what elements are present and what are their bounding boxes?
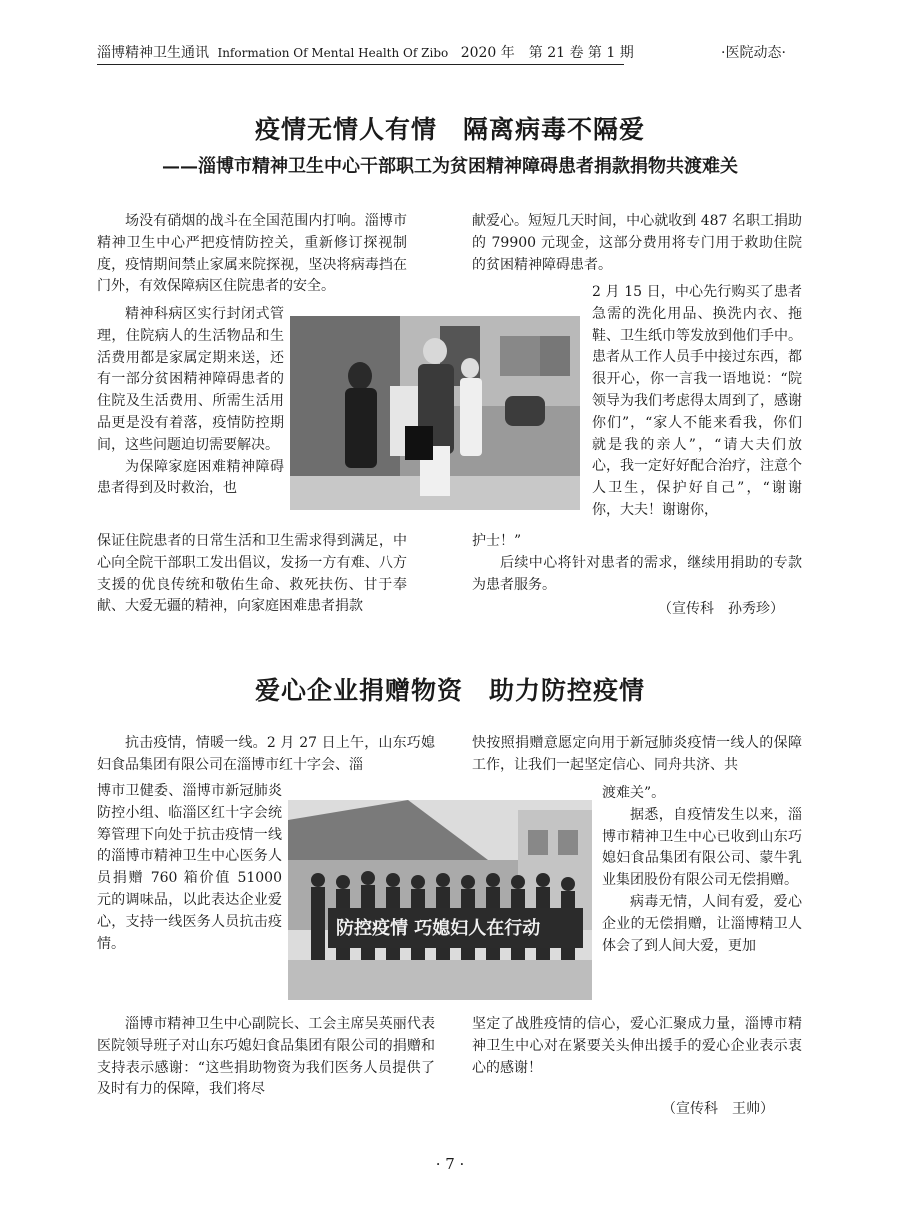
page-number: · 7 · [435,1155,465,1173]
donation-banner-text: 防控疫情 巧媳妇人在行动 [336,918,541,939]
article2-right-column-bottom [472,1014,802,1079]
article1-left-column-top [97,211,407,298]
article2-paragraph: 病毒无情，人间有爱，爱心企业的无偿捐赠，让淄博精卫人体会了到人间大爱，更加 [602,893,802,954]
article1-paragraph: 保证住院患者的日常生活和卫生需求得到满足，中心向全院干部职工发出倡议，发扬一方有难、八方支援的优良传统和敬佑生命、救死扶伤、甘于奉献、大爱无疆的精神，向家庭困难患者捐款 [97,533,407,615]
article1-paragraph: 献爱心。短短几天时间，中心就收到 487 名职工捐助的 79900 元现金，这部分费用将专门用于救助住院的贫困精神障碍患者。 [472,213,802,273]
article2-paragraph: 据悉，自疫情发生以来，淄博市精神卫生中心已收到山东巧媳妇食品集团有限公司、蒙牛乳业集团股份有限公司无偿捐赠。 [602,806,802,889]
article1-paragraph: 精神科病区实行封闭式管理，住院病人的生活物品和生活费用都是家属定期来送，还有一部分贫困精神障碍患者的住院及生活费用、所需生活用品更是没有着落，疫情防控期间，这些问题迫切需要解决。 [97,306,284,453]
article2-right-column-top [472,733,802,777]
article1-byline: （宣传科 孙秀珍） [658,601,784,617]
article2-paragraph: 博市卫健委、淄博市新冠肺炎防控小组、临淄区红十字会统筹管理下向处于抗击疫情一线的淄博市精神卫生中心医务人员捐赠 760 箱价值 51000 元的调味品，以此表达企业爱心，支持一线医务人员抗击疫情。 [97,783,282,952]
article2-paragraph: 淄博市精神卫生中心副院长、工会主席吴英丽代表医院领导班子对山东巧媳妇食品集团有限公司的捐赠和支持表示感谢：“这些捐助物资为我们医务人员提供了及时有力的保障，我们将尽 [97,1016,435,1098]
donation-photo-image [290,316,580,510]
article2-paragraph: 渡难关”。 [602,785,666,801]
company-donation-photo [288,800,592,1000]
article1-right-column-wrap [592,282,802,522]
article2-paragraph: 坚定了战胜疫情的信心，爱心汇聚成力量，淄博市精神卫生中心对在紧要关头伸出援手的爱心企业表示衷心的感谢！ [472,1016,802,1076]
article1-right-column-bottom [472,531,802,596]
article1-subtitle: ——淄博市精神卫生中心干部职工为贫困精神障碍患者捐款捐物共渡难关 [162,156,738,177]
article1-right-column-top [472,211,802,276]
article2-byline: （宣传科 王帅） [662,1101,774,1117]
journal-title-cn: 淄博精神卫生通讯 [97,45,209,61]
donation-photo [290,316,580,510]
company-donation-photo-image [288,800,592,1000]
issue-info: 2020 年 第 21 卷 第 1 期 [460,45,634,61]
article2-right-column-wrap [602,783,802,957]
article1-paragraph: 后续中心将针对患者的需求，继续用捐助的专款为患者服务。 [472,554,802,593]
article1-paragraph: 为保障家庭困难精神障碍患者得到及时救治，也 [97,458,284,497]
article2-paragraph: 快按照捐赠意愿定向用于新冠肺炎疫情一线人的保障工作，让我们一起坚定信心、同舟共济、共 [472,735,802,773]
article1-title: 疫情无情人有情 隔离病毒不隔爱 [254,115,645,144]
running-header [97,42,634,62]
header-rule [97,64,624,65]
article1-left-column-wrap [97,304,284,500]
article1-left-column-bottom [97,531,407,618]
article1-paragraph: 护士！” [472,533,522,549]
article2-title: 爱心企业捐赠物资 助力防控疫情 [254,676,645,705]
article2-left-column-wrap [97,781,282,955]
article2-paragraph: 抗击疫情，情暖一线。2 月 27 日上午，山东巧媳妇食品集团有限公司在淄博市红十字会、淄 [97,735,435,773]
article1-paragraph: 2 月 15 日，中心先行购买了患者急需的洗化用品、换洗内衣、拖鞋、卫生纸巾等发放到他们手中。患者从工作人员手中接过东西，都很开心，你一言我一语地说：“院领导为我们考虑得太周到了，感谢你们”，“家人不能来看我，你们就是我的亲人”，“请大夫们放心，我一定好好配合治疗，注意个人卫生，保护好自己”，“谢谢你，大夫！谢谢你， [592,284,802,518]
journal-title-en: Information Of Mental Health Of Zibo [217,46,449,60]
article1-paragraph: 场没有硝烟的战斗在全国范围内打响。淄博市精神卫生中心严把疫情防控关，重新修订探视制度，疫情期间禁止家属来院探视，坚决将病毒挡在门外，有效保障病区住院患者的安全。 [97,213,407,295]
article2-left-column-top [97,733,435,777]
article2-left-column-bottom [97,1014,435,1101]
section-label: ·医院动态· [721,45,786,61]
